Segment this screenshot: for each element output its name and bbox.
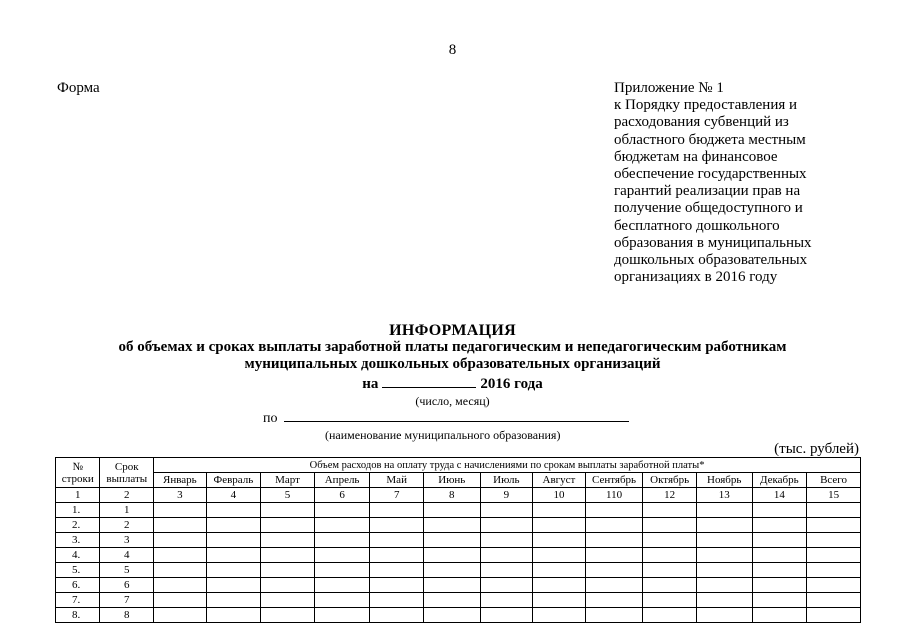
po-prefix: по [263,411,278,426]
amount-cell[interactable] [206,548,261,563]
amount-cell[interactable] [585,533,643,548]
amount-cell[interactable] [696,518,752,533]
appendix-line: Приложение № 1 [614,80,724,96]
municipality-blank-field[interactable] [284,409,629,422]
payment-term-cell: 1 [100,503,154,518]
amount-cell[interactable] [314,518,370,533]
payment-term-cell: 3 [100,533,154,548]
amount-cell[interactable] [154,533,207,548]
header-month: Сентябрь [585,473,643,488]
header-month: Март [261,473,315,488]
header-month: Октябрь [643,473,697,488]
amount-cell[interactable] [807,608,861,623]
amount-cell[interactable] [370,608,424,623]
amount-cell[interactable] [585,563,643,578]
page-number: 8 [448,42,457,58]
amount-cell[interactable] [206,533,261,548]
municipality-hint: (наименование муниципального образования) [325,428,561,442]
appendix-line: бесплатного дошкольного [614,217,780,234]
appendix-line: областного бюджета местным [614,131,806,148]
table-row [56,518,861,533]
amount-cell[interactable] [154,563,207,578]
amount-cell[interactable] [696,608,752,623]
amount-cell[interactable] [585,593,643,608]
amount-cell[interactable] [696,548,752,563]
amount-cell[interactable] [206,608,261,623]
amount-cell[interactable] [585,608,643,623]
amount-cell[interactable] [206,503,261,518]
row-number-cell: 1. [56,503,100,518]
amount-cell[interactable] [696,533,752,548]
amount-cell[interactable] [480,578,533,593]
table-row [56,548,861,563]
amount-cell[interactable] [752,578,807,593]
row-number-cell: 3. [56,533,100,548]
amount-cell[interactable] [752,533,807,548]
amount-cell[interactable] [807,503,861,518]
amount-cell[interactable] [261,593,315,608]
payment-term-cell: 4 [100,548,154,563]
amount-cell[interactable] [533,608,586,623]
amount-cell[interactable] [261,563,315,578]
table-row [56,563,861,578]
amount-cell[interactable] [261,548,315,563]
amount-cell[interactable] [696,503,752,518]
amount-cell[interactable] [643,608,697,623]
payment-table [55,457,861,623]
payment-term-cell: 7 [100,593,154,608]
appendix-line: организациях в 2016 году [614,269,778,286]
amount-cell[interactable] [314,533,370,548]
payment-term-cell: 6 [100,578,154,593]
amount-cell[interactable] [533,548,586,563]
amount-cell[interactable] [261,518,315,533]
column-number: 10 [533,488,586,503]
amount-cell[interactable] [643,548,697,563]
column-number: 110 [585,488,643,503]
date-suffix: 2016 года [480,376,543,392]
row-number-cell: 7. [56,593,100,608]
payment-term-cell: 5 [100,563,154,578]
header-expense-group: Объем расходов на оплату труда с начислениями по срокам выплаты заработной платы* [154,458,861,473]
amount-cell[interactable] [261,533,315,548]
appendix-line: образования в муниципальных [614,234,812,251]
amount-cell[interactable] [423,563,480,578]
header-month: Январь [154,473,207,488]
amount-cell[interactable] [752,608,807,623]
month-header-row [56,473,861,488]
amount-cell[interactable] [585,548,643,563]
amount-cell[interactable] [423,548,480,563]
table-row [56,503,861,518]
header-month: Июнь [423,473,480,488]
amount-cell[interactable] [585,518,643,533]
column-number: 6 [314,488,370,503]
amount-cell[interactable] [696,578,752,593]
amount-cell[interactable] [752,548,807,563]
amount-cell[interactable] [314,563,370,578]
column-number: 3 [154,488,207,503]
payment-term-cell: 2 [100,518,154,533]
amount-cell[interactable] [752,503,807,518]
row-number-cell: 2. [56,518,100,533]
amount-cell[interactable] [206,578,261,593]
amount-cell[interactable] [752,518,807,533]
amount-cell[interactable] [314,608,370,623]
amount-cell[interactable] [370,578,424,593]
title-heading: ИНФОРМАЦИЯ [389,322,516,339]
amount-cell[interactable] [261,578,315,593]
amount-cell[interactable] [154,578,207,593]
document-title [0,322,905,373]
amount-cell[interactable] [643,578,697,593]
amount-cell[interactable] [370,563,424,578]
amount-cell[interactable] [533,593,586,608]
appendix-block [614,80,854,286]
amount-cell[interactable] [807,593,861,608]
amount-cell[interactable] [154,608,207,623]
amount-cell[interactable] [370,548,424,563]
amount-cell[interactable] [480,608,533,623]
appendix-line: обеспечение государственных [614,166,807,183]
amount-cell[interactable] [423,578,480,593]
amount-cell[interactable] [314,548,370,563]
row-number-cell: 5. [56,563,100,578]
amount-cell[interactable] [370,503,424,518]
amount-cell[interactable] [643,593,697,608]
amount-cell[interactable] [533,533,586,548]
amount-cell[interactable] [480,518,533,533]
title-subheading-2: муниципальных дошкольных образовательных организаций [244,356,661,372]
amount-cell[interactable] [807,563,861,578]
amount-cell[interactable] [423,503,480,518]
amount-cell[interactable] [314,503,370,518]
table-row [56,533,861,548]
amount-cell[interactable] [314,578,370,593]
row-number-cell: 4. [56,548,100,563]
date-blank-field[interactable] [382,375,476,388]
amount-cell[interactable] [423,608,480,623]
amount-cell[interactable] [206,518,261,533]
date-prefix: на [362,376,379,392]
row-number-cell: 8. [56,608,100,623]
column-number: 7 [370,488,424,503]
appendix-line: бюджетам на финансовое [614,148,778,165]
title-subheading: об объемах и сроках выплаты заработной платы педагогическим и непедагогическим работникам [118,339,787,355]
header-month: Май [370,473,424,488]
date-hint: (число, месяц) [415,394,490,408]
amount-cell[interactable] [643,533,697,548]
header-row-number: № строки [56,458,100,488]
table-row [56,593,861,608]
municipality-line [263,409,629,427]
amount-cell[interactable] [807,548,861,563]
amount-cell[interactable] [807,578,861,593]
amount-cell[interactable] [261,503,315,518]
amount-cell[interactable] [807,533,861,548]
column-number: 13 [696,488,752,503]
amount-cell[interactable] [423,533,480,548]
amount-cell[interactable] [370,593,424,608]
amount-cell[interactable] [480,548,533,563]
column-number: 15 [807,488,861,503]
payment-term-cell: 8 [100,608,154,623]
amount-cell[interactable] [533,578,586,593]
row-number-cell: 6. [56,578,100,593]
amount-cell[interactable] [206,593,261,608]
amount-cell[interactable] [585,503,643,518]
date-line [0,375,905,393]
amount-cell[interactable] [533,503,586,518]
column-number: 14 [752,488,807,503]
amount-cell[interactable] [480,563,533,578]
amount-cell[interactable] [585,578,643,593]
column-number: 9 [480,488,533,503]
amount-cell[interactable] [643,503,697,518]
appendix-line: расходования субвенций из [614,114,789,131]
column-number: 8 [423,488,480,503]
header-month: Ноябрь [696,473,752,488]
amount-cell[interactable] [370,533,424,548]
amount-cell[interactable] [154,518,207,533]
amount-cell[interactable] [423,518,480,533]
column-number: 1 [56,488,100,503]
amount-cell[interactable] [480,533,533,548]
header-month: Февраль [206,473,261,488]
amount-cell[interactable] [480,593,533,608]
amount-cell[interactable] [314,593,370,608]
amount-cell[interactable] [696,563,752,578]
amount-cell[interactable] [696,593,752,608]
appendix-line: получение общедоступного и [614,200,803,217]
amount-cell[interactable] [423,593,480,608]
amount-cell[interactable] [752,593,807,608]
table-row [56,608,861,623]
amount-cell[interactable] [154,593,207,608]
header-month: Апрель [314,473,370,488]
appendix-line: гарантий реализации прав на [614,183,801,200]
column-number: 5 [261,488,315,503]
header-month: Всего [807,473,861,488]
column-number: 12 [643,488,697,503]
header-month: Август [533,473,586,488]
amount-cell[interactable] [643,563,697,578]
amount-cell[interactable] [206,563,261,578]
amount-cell[interactable] [533,563,586,578]
appendix-line: к Порядку предоставления и [614,97,798,114]
amount-cell[interactable] [154,503,207,518]
table-body [56,503,861,623]
column-number-row [56,488,861,503]
amount-cell[interactable] [261,608,315,623]
column-number: 2 [100,488,154,503]
amount-cell[interactable] [480,503,533,518]
amount-cell[interactable] [370,518,424,533]
units-label: (тыс. рублей) [774,441,859,457]
header-payment-term: Срок выплаты [100,458,154,488]
column-number: 4 [206,488,261,503]
header-month: Декабрь [752,473,807,488]
table-row [56,578,861,593]
amount-cell[interactable] [154,548,207,563]
appendix-line: дошкольных образовательных [614,252,808,269]
form-label: Форма [57,80,100,96]
amount-cell[interactable] [807,518,861,533]
amount-cell[interactable] [752,563,807,578]
amount-cell[interactable] [643,518,697,533]
amount-cell[interactable] [533,518,586,533]
header-month: Июль [480,473,533,488]
